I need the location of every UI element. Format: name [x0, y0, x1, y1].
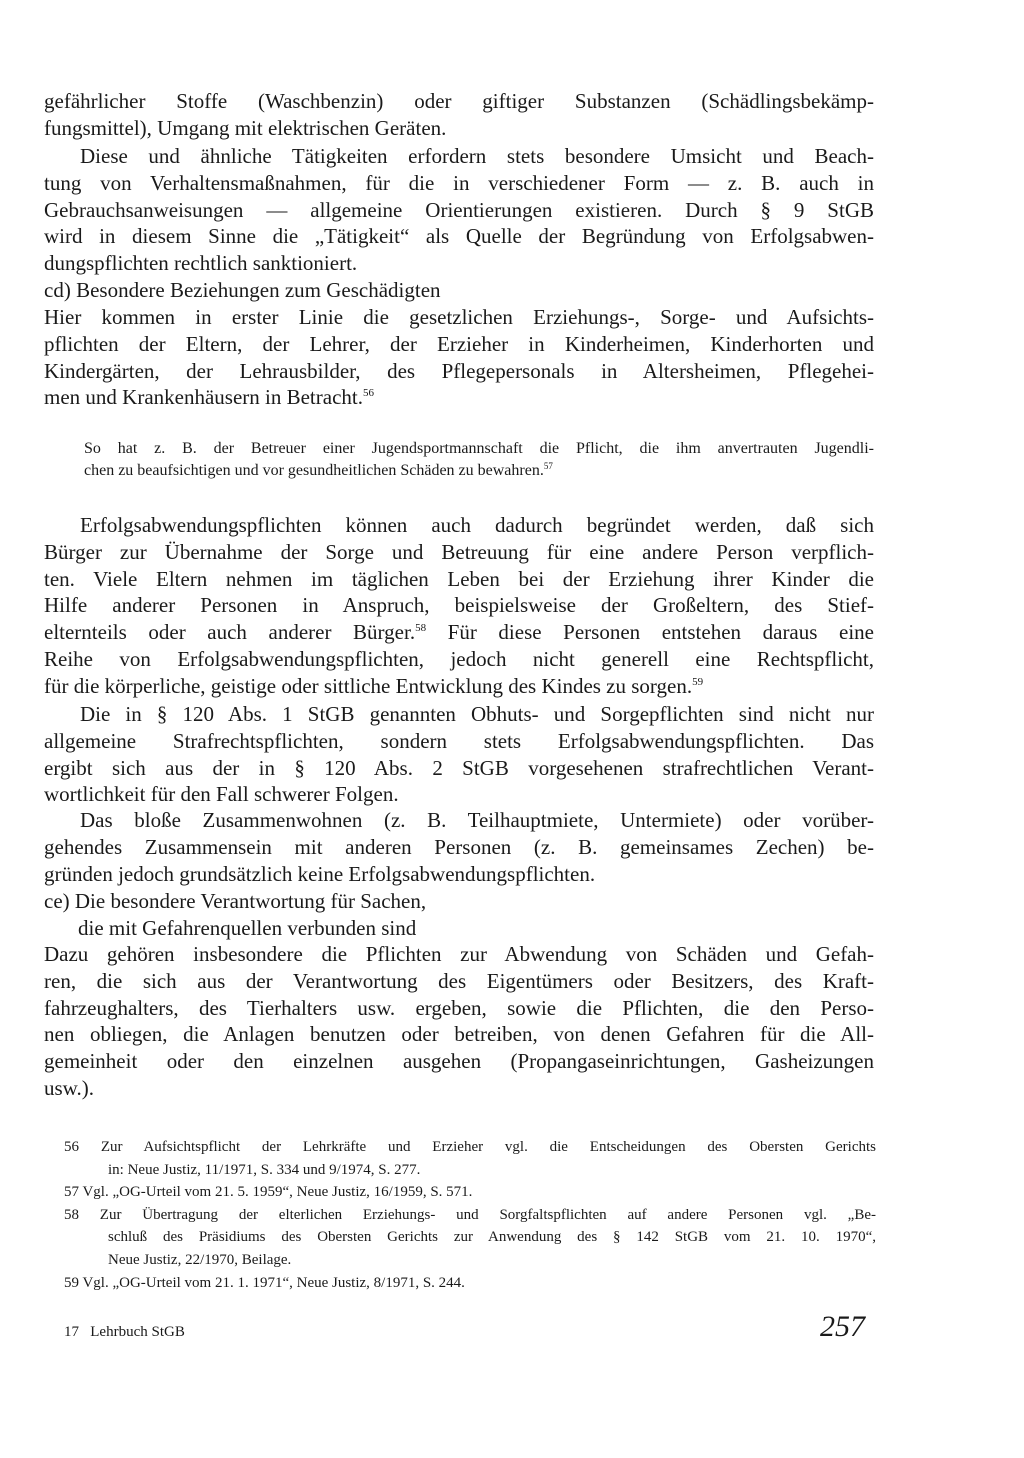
footnote-56: 56 Zur Aufsichtspflicht der Lehrkräfte und Erzieher vgl. die Entscheidungen des Obersten Gerichts [64, 1139, 876, 1155]
paragraph-cohabitation [44, 807, 874, 887]
section-heading-ce [44, 888, 874, 942]
footnote-58: 58 Zur Übertragung der elterlichen Erziehungs- und Sorgfaltspflichten auf andere Personen vgl. „Be- [64, 1206, 876, 1223]
text-line: fungsmittel), Umgang mit elektrischen Geräten. [44, 115, 447, 140]
text-line: nen obliegen, die Anlagen benutzen oder betreiben, von denen Gefahren für die All- [44, 1022, 874, 1047]
text-line: Bürger zur Übernahme der Sorge und Betreuung für eine andere Person verpflich- [44, 539, 874, 564]
heading-text: ce) Die besondere Verantwortung für Sachen, [44, 889, 427, 913]
text-line: gemeinheit oder den einzelnen ausgehen (Propangaseinrichtungen, Gasheizungen [44, 1049, 874, 1074]
heading-text: die mit Gefahrenquellen verbunden sind [78, 915, 417, 940]
footnote-ref: 56 [362, 387, 374, 400]
text-line: gefährlicher Stoffe (Waschbenzin) oder giftiger Substanzen (Schädlingsbekämp- [44, 89, 874, 113]
text-line: Erfolgsabwendungspflichten können auch dadurch begründet werden, daß sich [80, 513, 874, 537]
paragraph-activities [44, 143, 874, 277]
text-line: Hilfe anderer Personen in Anspruch, beispielsweise der Großeltern, des Stief- [44, 593, 874, 618]
paragraph-care-duties [44, 512, 874, 700]
page-number: 257 [820, 1310, 865, 1343]
text-line: usw.). [44, 1075, 94, 1100]
text-line: So hat z. B. der Betreuer einer Jugendsportmannschaft die Pflicht, die ihm anvertrauten Jugendli- [84, 440, 874, 457]
text-line: Kindergärten, der Lehrausbilder, des Pflegepersonals in Altersheimen, Pflegehei- [44, 358, 874, 383]
text-line: ren, die sich aus der Verantwortung des Eigentümers oder Besitzers, des Kraft- [44, 968, 874, 993]
text-line: Hier kommen in erster Linie die gesetzlichen Erziehungs-, Sorge- und Aufsichts- [44, 305, 874, 329]
text-line: ten. Viele Eltern nehmen im täglichen Leben bei der Erziehung ihrer Kinder die [44, 566, 874, 591]
text-line: Gebrauchsanweisungen — allgemeine Orientierungen existieren. Durch § 9 StGB [44, 197, 874, 222]
text-line: pflichten der Eltern, der Lehrer, der Erzieher in Kinderheimen, Kinderhorten und [44, 331, 874, 356]
text-line: wortlichkeit für den Fall schwerer Folgen. [44, 782, 399, 807]
text-line: Das bloße Zusammenwohnen (z. B. Teilhauptmiete, Untermiete) oder vorüber- [80, 808, 874, 832]
footnote-ref: 58 [415, 622, 427, 635]
text-line: fahrzeughalters, des Tierhalters usw. ergeben, sowie die Pflichten, die den Perso- [44, 995, 874, 1020]
text-line: wird in diesem Sinne die „Tätigkeit“ als Quelle der Begründung von Erfolgsabwen- [44, 224, 874, 249]
text-line: gehendes Zusammensein mit anderen Personen (z. B. gemeinsames Zechen) be- [44, 834, 874, 859]
footnote-59: 59 Vgl. „OG-Urteil vom 21. 1. 1971“, Neue Justiz, 8/1971, S. 244. [64, 1274, 465, 1291]
text-line: allgemeine Strafrechtspflichten, sondern stets Erfolgsabwendungspflichten. Das [44, 728, 874, 753]
text-line: tung von Verhaltensmaßnahmen, für die in verschiedener Form — z. B. auch in [44, 170, 874, 195]
text-line: Dazu gehören insbesondere die Pflichten zur Abwendung von Schäden und Gefah- [44, 942, 874, 966]
footnote-58-cont: Neue Justiz, 22/1970, Beilage. [108, 1251, 292, 1268]
example-small-print [84, 438, 874, 482]
paragraph-hazard-sources [44, 941, 874, 1102]
printer-signature: 17 Lehrbuch StGB [64, 1324, 185, 1340]
footnote-56-cont: in: Neue Justiz, 11/1971, S. 334 und 9/1974, S. 277. [108, 1161, 421, 1178]
text-line: ergibt sich aus der in § 120 Abs. 2 StGB vorgesehenen strafrechtlichen Verant- [44, 755, 874, 780]
text-line: für die körperliche, geistige oder sittliche Entwicklung des Kindes zu sorgen.$^{59}$ [44, 673, 704, 698]
footnote-58-cont: schluß des Präsidiums des Obersten Gerichts zur Anwendung des § 142 StGB vom 21. 10. 1970“, [108, 1229, 876, 1246]
text-line: gründen jedoch grundsätzlich keine Erfolgsabwendungspflichten. [44, 861, 596, 886]
heading-text: cd) Besondere Beziehungen zum Geschädigten [44, 278, 441, 302]
footnote-57: 57 Vgl. „OG-Urteil vom 21. 5. 1959“, Neue Justiz, 16/1959, S. 571. [64, 1184, 473, 1201]
text-line: Reihe von Erfolgsabwendungspflichten, jedoch nicht generell eine Rechtspflicht, [44, 646, 874, 671]
text-line: chen zu beaufsichtigen und vor gesundheitlichen Schäden zu bewahren.$^{57}$ [84, 461, 553, 479]
footnote-ref: 59 [692, 675, 704, 688]
text-line: Die in § 120 Abs. 1 StGB genannten Obhuts- und Sorgepflichten sind nicht nur [80, 702, 874, 726]
footnote-ref: 57 [543, 461, 553, 471]
text-line: Diese und ähnliche Tätigkeiten erfordern stets besondere Umsicht und Beach- [80, 144, 874, 168]
text-line: men und Krankenhäusern in Betracht.$^{56}$ [44, 385, 374, 410]
paragraph-section-120 [44, 701, 874, 808]
paragraph-relationships [44, 304, 874, 411]
section-heading-cd [44, 277, 874, 304]
footnotes [64, 1136, 876, 1294]
text-line: dungspflichten rechtlich sanktioniert. [44, 251, 358, 276]
text-line: elternteils oder auch anderer Bürger.$^{58}$ Für diese Personen entstehen daraus eine [44, 620, 874, 645]
paragraph-continuation [44, 88, 874, 142]
